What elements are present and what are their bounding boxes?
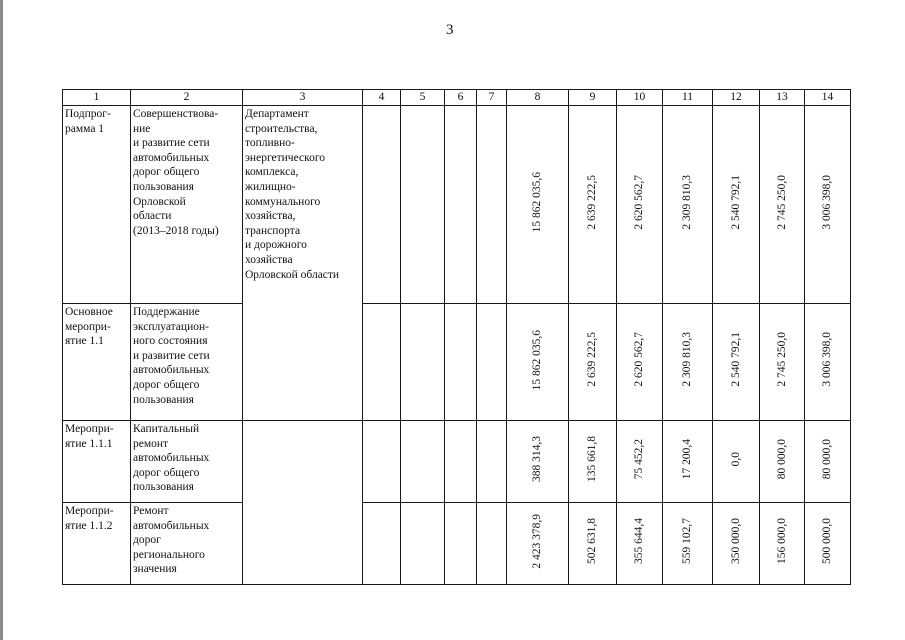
amount-value: 0,0: [729, 452, 742, 467]
empty-cell-col-5: [401, 421, 445, 503]
column-header-1: 1: [63, 90, 131, 106]
amount-value: 502 631,8: [586, 518, 598, 565]
item-description-cell-line: Поддержание: [133, 306, 200, 318]
column-header-8: 8: [507, 90, 569, 106]
amount-value: 80 000,0: [775, 439, 788, 480]
amount-cell-col-12: [713, 503, 760, 585]
item-name-cell-line: Основное: [65, 306, 113, 318]
amount-cell-col-12: [713, 106, 760, 304]
table-row: [63, 503, 851, 585]
item-name-cell-line: ятие 1.1.1: [65, 437, 113, 450]
amount-cell-col-9: [569, 503, 617, 585]
item-name-cell-line: Меропри-: [65, 505, 114, 517]
amount-value: 350 000,0: [729, 518, 742, 565]
amount-cell-col-13: [760, 304, 805, 421]
empty-cell-col-4: [363, 106, 401, 304]
empty-cell-col-5: [401, 106, 445, 304]
item-description-cell-line: Ремонт: [133, 505, 169, 517]
executor-cell-line: и дорожного: [245, 239, 307, 252]
amount-value: 2 540 792,1: [729, 174, 742, 230]
amount-value: 135 661,8: [586, 436, 598, 483]
item-description-cell-line: Капитальный: [133, 423, 200, 435]
amount-value: 2 745 250,0: [775, 332, 788, 388]
executor-cell: [243, 106, 363, 421]
item-name-cell-line: ятие 1.1: [65, 335, 104, 348]
item-description-cell-line: пользования: [133, 393, 194, 406]
executor-cell-line: хозяйства: [245, 253, 293, 266]
item-description-cell-line: пользования: [133, 180, 194, 193]
item-name-cell: [63, 503, 131, 585]
amount-value: 2 540 792,1: [729, 332, 742, 388]
column-header-5: 5: [401, 90, 445, 106]
amount-cell-col-13: [760, 503, 805, 585]
amount-value: 15 862 035,6: [531, 329, 543, 390]
executor-cell-line: коммунального: [245, 195, 321, 208]
table-row: [63, 106, 851, 304]
executor-cell-line: топливно-: [245, 137, 295, 150]
item-name-cell-line: рамма 1: [65, 122, 105, 135]
item-description-cell-line: ремонт: [133, 437, 169, 450]
empty-cell-col-7: [477, 503, 507, 585]
column-header-9: 9: [569, 90, 617, 106]
amount-value: 2 620 562,7: [633, 332, 645, 388]
empty-cell-col-6: [445, 421, 477, 503]
amount-value: 156 000,0: [775, 518, 788, 565]
item-description-cell-line: и развитие сети: [133, 137, 210, 150]
amount-cell-col-8: [507, 106, 569, 304]
empty-cell-col-5: [401, 304, 445, 421]
item-name-cell-line: Подпрог-: [65, 108, 111, 120]
item-description-cell-line: пользования: [133, 481, 194, 494]
amount-value: 355 644,4: [633, 518, 645, 565]
amount-value: 2 309 810,3: [681, 332, 693, 388]
item-name-cell: [63, 106, 131, 304]
executor-cell-line: жилищно-: [245, 180, 296, 193]
amount-cell-col-8: [507, 421, 569, 503]
amount-cell-col-8: [507, 503, 569, 585]
amount-value: 2 639 222,5: [586, 174, 598, 230]
amount-cell-col-13: [760, 421, 805, 503]
empty-cell-col-6: [445, 304, 477, 421]
amount-value: 15 862 035,6: [531, 172, 543, 233]
item-description-cell: [131, 304, 243, 421]
item-description-cell-line: (2013–2018 годы): [133, 224, 219, 237]
column-header-7: 7: [477, 90, 507, 106]
amount-cell-col-8: [507, 304, 569, 421]
empty-cell-col-6: [445, 106, 477, 304]
column-header-3: 3: [243, 90, 363, 106]
amount-cell-col-11: [663, 503, 713, 585]
item-name-cell-line: Меропри-: [65, 423, 114, 435]
amount-value: 2 639 222,5: [586, 332, 598, 388]
amount-value: 559 102,7: [681, 518, 693, 565]
item-description-cell-line: Орловской: [133, 195, 186, 208]
item-description-cell-line: автомобильных: [133, 519, 210, 532]
item-description-cell-line: дорог общего: [133, 378, 200, 391]
amount-value: 2 309 810,3: [681, 174, 693, 230]
amount-cell-col-10: [617, 304, 663, 421]
amount-value: 17 200,4: [681, 439, 693, 480]
item-description-cell-line: области: [133, 210, 172, 223]
column-header-14: 14: [805, 90, 851, 106]
empty-cell-col-7: [477, 106, 507, 304]
empty-cell-col-6: [445, 503, 477, 585]
column-header-13: 13: [760, 90, 805, 106]
item-description-cell-line: ного состояния: [133, 335, 208, 348]
item-description-cell: [131, 421, 243, 503]
amount-value: 3 006 398,0: [821, 174, 833, 230]
column-header-12: 12: [713, 90, 760, 106]
program-table: [62, 89, 851, 585]
column-header-4: 4: [363, 90, 401, 106]
empty-cell-col-5: [401, 503, 445, 585]
executor-cell-line: Департамент: [245, 108, 309, 120]
empty-cell-col-7: [477, 421, 507, 503]
item-description-cell-line: ние: [133, 122, 151, 135]
item-name-cell: [63, 304, 131, 421]
item-name-cell-line: меропри-: [65, 320, 111, 333]
item-description-cell: [131, 503, 243, 585]
item-description-cell-line: дорог общего: [133, 466, 200, 479]
item-name-cell-line: ятие 1.1.2: [65, 519, 113, 532]
amount-cell-col-11: [663, 304, 713, 421]
item-description-cell-line: эксплуатацион-: [133, 320, 209, 333]
column-header-6: 6: [445, 90, 477, 106]
amount-cell-col-11: [663, 421, 713, 503]
amount-cell-col-9: [569, 421, 617, 503]
amount-cell-col-13: [760, 106, 805, 304]
amount-cell-col-10: [617, 421, 663, 503]
item-description-cell-line: дорог общего: [133, 166, 200, 179]
amount-cell-col-9: [569, 106, 617, 304]
executor-cell-line: Орловской области: [245, 268, 340, 281]
executor-cell-line: транспорта: [245, 224, 301, 237]
page-number: 3: [446, 22, 454, 38]
item-description-cell-line: автомобильных: [133, 364, 210, 377]
executor-cell-line: комплекса,: [245, 166, 299, 179]
table-row: [63, 421, 851, 503]
empty-cell-col-7: [477, 304, 507, 421]
amount-cell-col-11: [663, 106, 713, 304]
amount-cell-col-10: [617, 106, 663, 304]
amount-cell-col-14: [805, 421, 851, 503]
empty-cell-col-4: [363, 503, 401, 585]
executor-cell-line: строительства,: [245, 122, 318, 135]
amount-value: 80 000,0: [821, 439, 833, 480]
amount-value: 2 745 250,0: [775, 174, 788, 230]
executor-cell-empty: [243, 421, 363, 585]
amount-cell-col-14: [805, 304, 851, 421]
executor-cell-line: энергетического: [245, 151, 326, 164]
item-description-cell-line: автомобильных: [133, 452, 210, 465]
item-description-cell-line: значения: [133, 563, 177, 576]
empty-cell-col-4: [363, 421, 401, 503]
item-description-cell-line: и развитие сети: [133, 349, 210, 362]
amount-value: 2 423 378,9: [531, 513, 543, 569]
column-header-11: 11: [663, 90, 713, 106]
item-description-cell-line: Совершенствова-: [133, 108, 219, 120]
table-row: [63, 304, 851, 421]
item-description-cell-line: дорог: [133, 534, 161, 547]
amount-value: 2 620 562,7: [633, 174, 645, 230]
amount-cell-col-14: [805, 503, 851, 585]
amount-cell-col-9: [569, 304, 617, 421]
empty-cell-col-4: [363, 304, 401, 421]
amount-cell-col-10: [617, 503, 663, 585]
column-header-2: 2: [131, 90, 243, 106]
item-description-cell: [131, 106, 243, 304]
item-name-cell: [63, 421, 131, 503]
item-description-cell-line: регионального: [133, 548, 205, 561]
amount-cell-col-12: [713, 304, 760, 421]
item-description-cell-line: автомобильных: [133, 151, 210, 164]
amount-value: 388 314,3: [531, 436, 543, 483]
amount-cell-col-12: [713, 421, 760, 503]
amount-value: 75 452,2: [633, 439, 645, 480]
amount-value: 3 006 398,0: [821, 332, 833, 388]
amount-cell-col-14: [805, 106, 851, 304]
column-number-row: [63, 90, 851, 106]
executor-cell-line: хозяйства,: [245, 210, 296, 223]
column-header-10: 10: [617, 90, 663, 106]
amount-value: 500 000,0: [821, 518, 833, 565]
scan-edge: [0, 0, 3, 640]
